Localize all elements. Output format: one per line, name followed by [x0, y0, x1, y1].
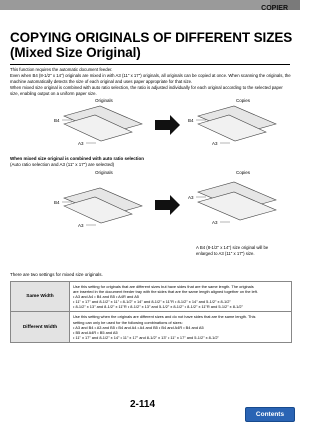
- figure-2-illustration: [0, 170, 300, 246]
- description-line: • 8-1/2" x 13" and 8-1/2" x 11"R • 8-1/2" x 13" and 5-1/2" x 8-1/2" • 8-1/2" x 11"R and 5-1/2" x 8-1/2": [73, 304, 243, 310]
- arrow-right-icon: [155, 115, 180, 135]
- copy-a3-label: A3: [212, 141, 218, 146]
- description-line: • B5 and A4R • B5 and A5: [73, 329, 118, 335]
- a3-label: A3: [78, 141, 84, 146]
- intro-text: [10, 67, 292, 97]
- title-divider: [10, 64, 290, 65]
- intro-paragraph-3: When mixed size original is combined with auto ratio selection, the ratio is adjusted individually for each original according to the selected paper size, enabling output on a uniform paper size.: [10, 85, 283, 96]
- b4-label-2: B4: [54, 200, 60, 205]
- copies-label-2: Copies: [236, 170, 251, 175]
- copy-b4-label: B4: [188, 118, 194, 123]
- header-bar: [0, 0, 300, 10]
- note-line-1: A B4 (8-1/2" x 14") size original will be: [196, 245, 269, 250]
- modes-table: [10, 281, 292, 343]
- auto-ratio-subheading: [10, 156, 290, 168]
- page-title-line1: COPYING ORIGINALS OF DIFFERENT SIZES: [10, 30, 293, 45]
- note-line-2: enlarged to A3 (11" x 17") size.: [196, 250, 255, 256]
- originals-label: Originals: [95, 98, 113, 103]
- page-title: [10, 30, 295, 60]
- description-line: Use this setting for originals that are different sizes but have sides that are the same length. The originals: [73, 284, 254, 289]
- description-line: Use this setting when the originals are different sizes and do not have sides that are the same length. This: [73, 314, 256, 320]
- section-label: COPIER: [261, 5, 288, 12]
- table-row: [11, 312, 292, 342]
- copy-a3-label-bottom: A3: [212, 220, 218, 225]
- description-line: • A3 and A4 • B4 and B5 • A4R and A5: [73, 294, 139, 300]
- figure-auto-ratio-copy: [0, 170, 300, 246]
- page-title-line2: (Mixed Size Original): [10, 45, 141, 60]
- description-line: setting can only be used for the following combinations of sizes:: [73, 319, 183, 325]
- a3-label-2: A3: [78, 223, 84, 228]
- copies-label: Copies: [236, 98, 251, 103]
- table-row: [11, 282, 292, 312]
- intro-paragraph-2: Even when B4 (8-1/2" x 14") originals are mixed in with A3 (11" x 17") originals, all originals can be copied at once. When scanning the originals, the machine automatically detects the size of each original and uses paper appropriate for that size.: [10, 73, 291, 84]
- page-number: 2-114: [130, 399, 156, 410]
- b4-label: B4: [54, 118, 60, 123]
- intro-paragraph-1: This function requires the automatic document feeder.: [10, 67, 113, 72]
- description-line: are inserted in the document feeder tray with the sides that are the same length aligned together on the left.: [73, 289, 258, 295]
- mode-description: [70, 282, 292, 312]
- mode-name-different-width: Different Width: [11, 312, 70, 342]
- mode-name-same-width: Same Width: [11, 282, 70, 312]
- subheading-bold: When mixed size original is combined with auto ratio selection: [10, 156, 145, 161]
- description-line: • A3 and B4 • A3 and B5 • B4 and A4 • A4 and B5 • B4 and A4R • B4 and A5: [73, 324, 204, 330]
- enlargement-note: [196, 245, 296, 256]
- figure-mixed-size-copy: [0, 98, 300, 154]
- modes-intro: There are two settings for mixed size originals.: [10, 272, 103, 277]
- contents-button[interactable]: Contents: [245, 407, 295, 422]
- description-line: • 11" x 17" and 8-1/2" x 11" • 8-1/2" x 14" and 8-1/2" x 11"R • 8-1/2" x 14" and 5-1/2" x 8-1/2": [73, 299, 231, 305]
- subheading-note: (Auto ratio selection and A3 (11" x 17") are selected): [10, 162, 115, 167]
- figure-1-illustration: [0, 98, 300, 154]
- arrow-right-icon-2: [155, 195, 180, 215]
- mode-description: [70, 312, 292, 342]
- description-line: • 11" x 17" and 8-1/2" x 14" • 11" x 17" and 8-1/2" x 13" • 11" x 17" and 5-1/2" x 8-1/2": [73, 334, 219, 340]
- copy-a3-label-top: A3: [188, 195, 194, 200]
- originals-label-2: Originals: [95, 170, 113, 175]
